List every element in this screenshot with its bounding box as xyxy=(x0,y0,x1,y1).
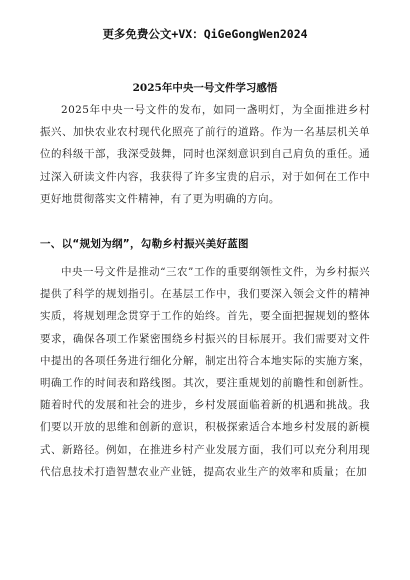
promo-banner: 更多免费公文+VX：QiGeGongWen2024 xyxy=(102,27,308,41)
intro-paragraph: 2025年中央一号文件的发布，如同一盏明灯，为全面推进乡村振兴、加快农业农村现代化照亮了前行的道路。作为一名基层机关单位的科级干部，我深受鼓舞，同时也深刻意识到自己肩负的重任。通过深入研读文件内容，我获得了许多宝贵的启示，对于如何在工作中更好地贯彻落实文件精神，有了更为明确的方向。 xyxy=(40,104,370,205)
intro-block xyxy=(40,99,370,210)
section-heading: 一、以“规划为纲”，勾勒乡村振兴美好蓝图 xyxy=(40,238,249,250)
document-title: 2025年中央一号文件学习感悟 xyxy=(132,82,278,94)
section-paragraph: 中央一号文件是推动“三农”工作的重要纲领性文件，为乡村振兴提供了科学的规划指引。在基层工作中，我们要深入领会文件的精神实质，将规划理念贯穿于工作的始终。首先，要全面把握规划的整体要求，确保各项工作紧密围绕乡村振兴的目标展开。我们需要对文件中提出的各项任务进行细化分解，制定出符合本地实际的实施方案，明确工作的时间表和路线图。其次，要注重规划的前瞻性和创新性。随着时代的发展和社会的进步，乡村发展面临着新的机遇和挑战。我们要以开放的思维和创新的意识，积极探索适合本地乡村发展的新模式、新路径。例如，在推进乡村产业发展方面，我们可以充分利用现代信息技术打造智慧农业产业链，提高农业生产的效率和质量；在加 xyxy=(40,266,370,478)
section-body-block xyxy=(40,261,370,483)
